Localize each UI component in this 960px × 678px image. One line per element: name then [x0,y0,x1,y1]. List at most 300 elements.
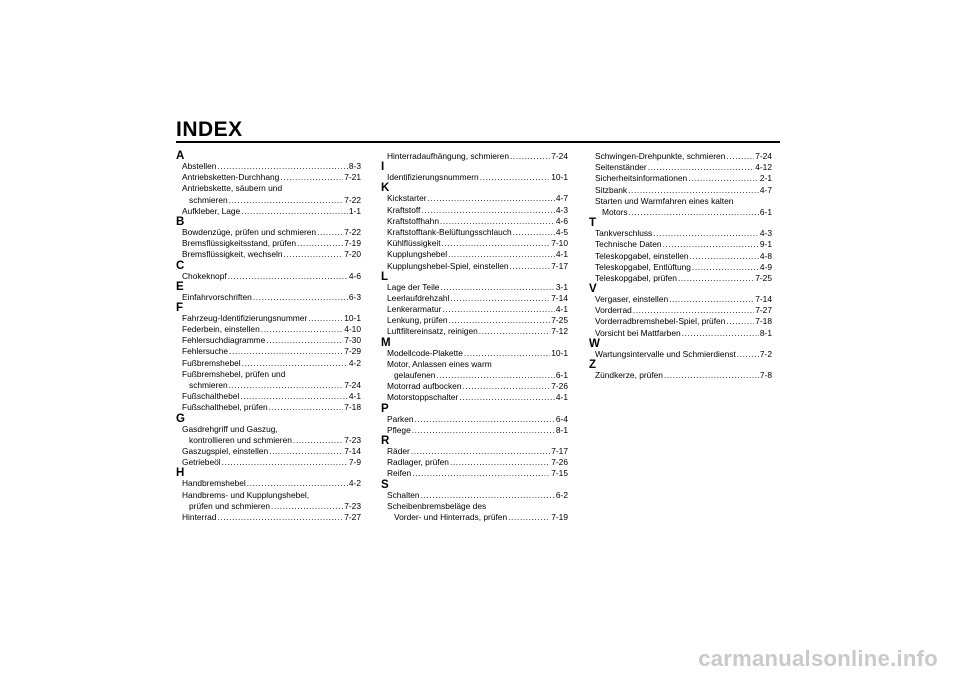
section-letter: V [589,283,597,296]
watermark: carmanualsonline.info [698,646,938,671]
index-entry[interactable] [176,446,361,457]
page-number: 8-3 [348,161,361,171]
page-number: 7-9 [348,457,361,468]
entry-text: Starten und Warmfahren eines kalten [595,195,734,206]
index-entry[interactable] [176,172,361,183]
dot-leader [629,207,759,218]
index-entry[interactable] [589,273,772,284]
index-entry[interactable] [176,324,361,335]
entry-text: Antriebskette, säubern und [182,183,283,194]
index-section-w [589,339,772,360]
entry-text: Wartungsintervalle und Schmierdienst [595,348,736,359]
index-entry[interactable] [176,238,361,249]
index-section-e [176,282,361,303]
page-number: 6-2 [555,489,568,500]
dot-leader [280,172,343,183]
page-number: 7-29 [344,346,361,357]
entry-text: gelaufenen [394,370,436,380]
page-title: INDEX [176,118,243,141]
index-section-c [176,261,361,282]
dot-leader [464,348,550,359]
entry-text: Hinterrad [182,511,217,522]
index-entry[interactable] [381,216,568,227]
index-entry[interactable] [381,457,568,468]
entry-text: Gasdrehgriff und Gaszug, [182,423,278,434]
entry-text: Bremsflüssigkeit, wechseln [182,249,283,260]
entry-text: Bremsflüssigkeitsstand, prüfen [182,238,297,249]
section-letter: C [176,259,185,272]
index-section-k [381,183,568,271]
entry-text: Kühlflüssigkeit [387,238,441,249]
dot-leader [688,173,759,184]
dot-leader [415,414,555,425]
index-entry[interactable] [589,173,772,184]
page-number: 7-14 [344,445,361,456]
index-section-z [589,360,772,381]
index-entry[interactable] [176,380,361,391]
index-entry[interactable] [381,172,568,183]
section-letter: A [176,150,185,162]
section-letter: B [176,215,185,228]
page-number: 4-8 [759,250,772,261]
dot-leader [669,294,754,305]
entry-text: Teleskopgabel, einstellen [595,250,689,261]
page-number: 7-25 [755,272,772,283]
index-section-r [381,436,568,480]
index-entry[interactable] [176,183,361,194]
page-number: 4-12 [755,162,772,173]
index-entry[interactable] [381,359,568,370]
dot-leader [247,478,348,489]
section-letter: L [381,270,389,283]
index-entry[interactable] [176,435,361,446]
page-number: 1-1 [348,205,361,216]
page-number: 7-20 [344,249,361,260]
dot-leader [678,273,754,284]
entry-text: Einfahrvorschriften [182,291,252,302]
dot-leader [253,292,348,303]
dot-leader [428,193,555,204]
index-entry[interactable] [381,315,568,326]
index-entry[interactable] [176,292,361,303]
page-number: 7-19 [344,238,361,249]
index-section-continued [589,151,772,218]
dot-leader [442,304,554,315]
index-entry[interactable] [381,249,568,260]
dot-leader [440,282,554,293]
section-letter: E [176,280,184,293]
page-number: 3-1 [555,281,568,292]
page-number: 7-17 [551,445,568,456]
entry-text: Teleskopgabel, prüfen [595,272,677,283]
page-number: 4-7 [555,193,568,204]
page-number: 4-10 [344,324,361,335]
entry-text: Teleskopgabel, Entlüftung [595,261,691,272]
index-entry[interactable] [589,294,772,305]
dot-leader [664,370,759,381]
index-section-p [381,404,568,436]
dot-leader [682,328,759,339]
entry-text: Räder [387,445,410,456]
index-column-3 [589,151,772,381]
entry-text: Kraftstofftank-Belüftungsschlauch [387,226,512,237]
section-letter: K [381,182,390,195]
dot-leader [269,402,344,413]
entry-text: Chokeknopf [182,270,227,281]
index-entry[interactable] [176,346,361,357]
entry-text: Scheibenbremsbeläge des [387,500,487,511]
entry-text: Identifizierungsnummern [387,172,479,183]
dot-leader [421,205,555,216]
index-section-s [381,480,568,524]
index-entry[interactable] [381,282,568,293]
dot-leader [442,238,551,249]
entry-text: Vorderrad [595,305,632,316]
dot-leader [271,501,343,512]
entry-text: Sitzbank [595,184,628,195]
section-letter: W [589,337,600,350]
entry-text: Kraftstoff [387,204,421,215]
entry-text: Luftfiltereinsatz, reinigen [387,326,478,337]
page-number: 7-10 [551,238,568,249]
dot-leader [440,216,555,227]
page-number: 7-14 [755,294,772,305]
index-entry[interactable] [176,512,361,523]
entry-text: Aufkleber, Lage [182,205,241,216]
index-entry[interactable] [381,326,568,337]
page-number: 7-17 [551,260,568,271]
index-section-f [176,303,361,414]
index-entry[interactable] [176,206,361,217]
page-number: 7-18 [344,402,361,413]
index-entry[interactable] [176,227,361,238]
index-entry[interactable] [381,501,568,512]
index-entry[interactable] [589,328,772,339]
section-letter: S [381,478,389,491]
index-entry[interactable] [381,205,568,216]
page-number: 4-2 [348,478,361,489]
index-entry[interactable] [381,468,568,479]
page-number: 4-3 [759,228,772,239]
index-entry[interactable] [381,151,568,162]
page-number: 7-15 [551,468,568,479]
page-number: 2-1 [759,173,772,184]
entry-text: kontrollieren und schmieren [189,434,292,445]
entry-text: Vergaser, einstellen [595,294,669,305]
index-entry[interactable] [381,238,568,249]
dot-leader [229,195,344,206]
dot-leader [663,239,759,250]
page-number: 7-30 [344,335,361,346]
dot-leader [450,293,550,304]
index-section-v [589,284,772,339]
entry-text: Pflege [387,424,411,435]
dot-leader [508,512,550,523]
index-section-g [176,414,361,469]
index-entry[interactable] [381,304,568,315]
index-entry[interactable] [381,490,568,501]
page-number: 7-27 [755,305,772,316]
index-entry[interactable] [381,370,568,381]
dot-leader [480,172,551,183]
index-entry[interactable] [176,501,361,512]
index-entry[interactable] [589,251,772,262]
dot-leader [463,381,551,392]
dot-leader [726,151,754,162]
page-number: 7-24 [551,151,568,161]
section-letter: M [381,336,391,349]
index-section-h [176,468,361,523]
index-section-m [381,338,568,404]
index-entry[interactable] [589,370,772,381]
page-number: 7-24 [344,380,361,390]
dot-leader [308,313,343,324]
dot-leader [726,316,754,327]
dot-leader [448,249,555,260]
index-column-1 [176,151,361,523]
entry-text: Handbrems- und Kupplungshebel, [182,489,310,500]
entry-text: Lage der Teile [387,281,440,292]
index-entry[interactable] [176,313,361,324]
dot-leader [217,512,343,523]
page-number: 7-22 [344,194,361,205]
entry-text: Fehlersuchdiagramme [182,335,266,346]
entry-text: Fehlersuche [182,346,229,357]
entry-text: Gaszugspiel, einstellen [182,445,269,456]
index-entry[interactable] [381,512,568,523]
page-number: 4-6 [555,215,568,226]
index-section-a [176,151,361,217]
entry-text: Vorder- und Hinterrads, prüfen [394,511,508,522]
index-entry[interactable] [589,305,772,316]
dot-leader [284,249,344,260]
index-entry[interactable] [176,391,361,402]
page-number: 6-4 [555,413,568,424]
index-entry[interactable] [381,348,568,359]
index-entry[interactable] [381,446,568,457]
entry-text: Handbremshebel [182,478,246,489]
entry-text: Fußbremshebel, prüfen und [182,368,286,379]
dot-leader [479,326,550,337]
index-entry[interactable] [176,358,361,369]
entry-text: Abstellen [182,161,217,171]
entry-text: Fußbremshebel [182,357,241,368]
entry-text: Lenkung, prüfen [387,315,448,326]
dot-leader [228,271,348,282]
entry-text: Vorderradbremshebel-Spiel, prüfen [595,316,726,327]
index-entry[interactable] [176,402,361,413]
entry-text: Fahrzeug-Identifizierungsnummer [182,312,308,323]
entry-text: Federbein, einstellen [182,324,260,335]
section-letter: H [176,467,185,480]
index-entry[interactable] [176,490,361,501]
index-entry[interactable] [589,207,772,218]
page-number: 4-7 [759,184,772,195]
dot-leader [240,391,348,402]
dot-leader [261,324,343,335]
page-number: 10-1 [551,347,568,358]
index-entry[interactable] [589,262,772,273]
entry-text: Hinterradaufhängung, schmieren [387,151,509,161]
dot-leader [412,425,555,436]
entry-text: Schalten [387,489,420,500]
dot-leader [450,457,550,468]
page-number: 4-3 [555,204,568,215]
dot-leader [229,346,343,357]
index-entry[interactable] [381,193,568,204]
dot-leader [510,151,550,162]
entry-text: schmieren [189,194,228,205]
dot-leader [269,446,343,457]
index-column-2 [381,151,568,523]
entry-text: Kraftstoffhahn [387,215,439,226]
index-entry[interactable] [589,228,772,239]
page-number: 7-2 [759,348,772,359]
entry-text: schmieren [189,380,228,390]
index-section-l [381,272,568,338]
index-entry[interactable] [589,196,772,207]
entry-text: Motorrad aufbocken [387,381,462,392]
dot-leader [293,435,343,446]
index-entry[interactable] [381,425,568,436]
page-number: 10-1 [344,312,361,323]
entry-text: Zündkerze, prüfen [595,370,663,380]
index-entry[interactable] [381,392,568,403]
index-entry[interactable] [589,239,772,250]
page-number: 7-14 [551,292,568,303]
dot-leader [648,162,755,173]
page-number: 7-8 [759,370,772,380]
entry-text: Kupplungshebel-Spiel, einstellen [387,260,509,271]
page-number: 4-1 [555,392,568,403]
dot-leader [513,227,555,238]
page-number: 7-23 [344,500,361,511]
page-number: 8-1 [759,327,772,338]
section-letter: I [381,161,385,174]
index-entry[interactable] [381,293,568,304]
entry-text: Bowdenzüge, prüfen und schmieren [182,226,317,237]
entry-text: Modellcode-Plakette [387,347,463,358]
entry-text: Leerlaufdrehzahl [387,292,450,303]
dot-leader [628,185,759,196]
dot-leader [222,457,348,468]
page-number: 7-26 [551,381,568,392]
index-entry[interactable] [176,249,361,260]
index-entry[interactable] [176,369,361,380]
page-number: 7-22 [344,226,361,237]
index-entry[interactable] [176,161,361,172]
dot-leader [266,335,343,346]
page-number: 7-18 [755,316,772,327]
index-entry[interactable] [176,195,361,206]
section-letter: R [381,434,390,447]
page-number: 6-1 [759,206,772,217]
page-number: 4-1 [348,391,361,402]
entry-text: Fußschalthebel, prüfen [182,402,268,413]
entry-text: Getriebeöl [182,457,221,468]
dot-leader [297,238,343,249]
entry-text: Technische Daten [595,239,662,250]
dot-leader [737,349,759,360]
page-number: 10-1 [551,172,568,183]
index-entry[interactable] [176,271,361,282]
section-letter: P [381,402,389,415]
page-number: 7-26 [551,457,568,468]
entry-text: Motors [602,206,628,217]
page-number: 4-1 [555,304,568,315]
page-number: 6-3 [348,291,361,302]
index-entry[interactable] [381,261,568,272]
entry-text: Motor, Anlassen eines warm [387,358,492,369]
dot-leader [449,315,551,326]
page-number: 7-25 [551,315,568,326]
index-entry[interactable] [176,424,361,435]
entry-text: Vorsicht bei Mattfarben [595,327,681,338]
page-number: 7-27 [344,511,361,522]
dot-leader [459,392,555,403]
title-rule [176,141,780,143]
index-entry[interactable] [589,162,772,173]
dot-leader [317,227,343,238]
page-number: 7-21 [344,172,361,183]
index-entry[interactable] [381,414,568,425]
entry-text: Lenkerarmatur [387,304,442,315]
entry-text: Antriebsketten-Durchhang [182,172,280,183]
page-number: 4-5 [555,226,568,237]
page-number: 6-1 [555,370,568,380]
entry-text: prüfen und schmieren [189,500,271,511]
dot-leader [692,262,759,273]
page-number: 4-2 [348,357,361,368]
page-number: 8-1 [555,424,568,435]
entry-text: Seitenständer [595,162,647,173]
page-number: 7-19 [551,511,568,522]
dot-leader [241,206,348,217]
index-section-b [176,217,361,261]
index-entry[interactable] [176,335,361,346]
entry-text: Tankverschluss [595,228,653,239]
page-number: 4-9 [759,261,772,272]
index-entry[interactable] [381,381,568,392]
dot-leader [510,261,551,272]
index-entry[interactable] [176,457,361,468]
page-number: 4-1 [555,249,568,260]
index-entry[interactable] [381,227,568,238]
dot-leader [653,228,759,239]
entry-text: Kickstarter [387,193,427,204]
dot-leader [436,370,554,381]
entry-text: Sicherheitsinformationen [595,173,688,184]
entry-text: Fußschalthebel [182,391,240,402]
page-number: 9-1 [759,239,772,250]
dot-leader [217,161,347,172]
entry-text: Schwingen-Drehpunkte, schmieren [595,151,726,161]
entry-text: Motorstoppschalter [387,392,459,403]
index-entry[interactable] [589,316,772,327]
page-number: 7-23 [344,434,361,445]
dot-leader [411,446,550,457]
dot-leader [633,305,754,316]
index-entry[interactable] [589,185,772,196]
index-entry[interactable] [589,349,772,360]
entry-text: Reifen [387,468,412,479]
section-letter: T [589,217,597,230]
page-number: 7-12 [551,326,568,337]
dot-leader [421,490,555,501]
index-entry[interactable] [589,151,772,162]
index-entry[interactable] [176,478,361,489]
section-letter: F [176,301,184,314]
